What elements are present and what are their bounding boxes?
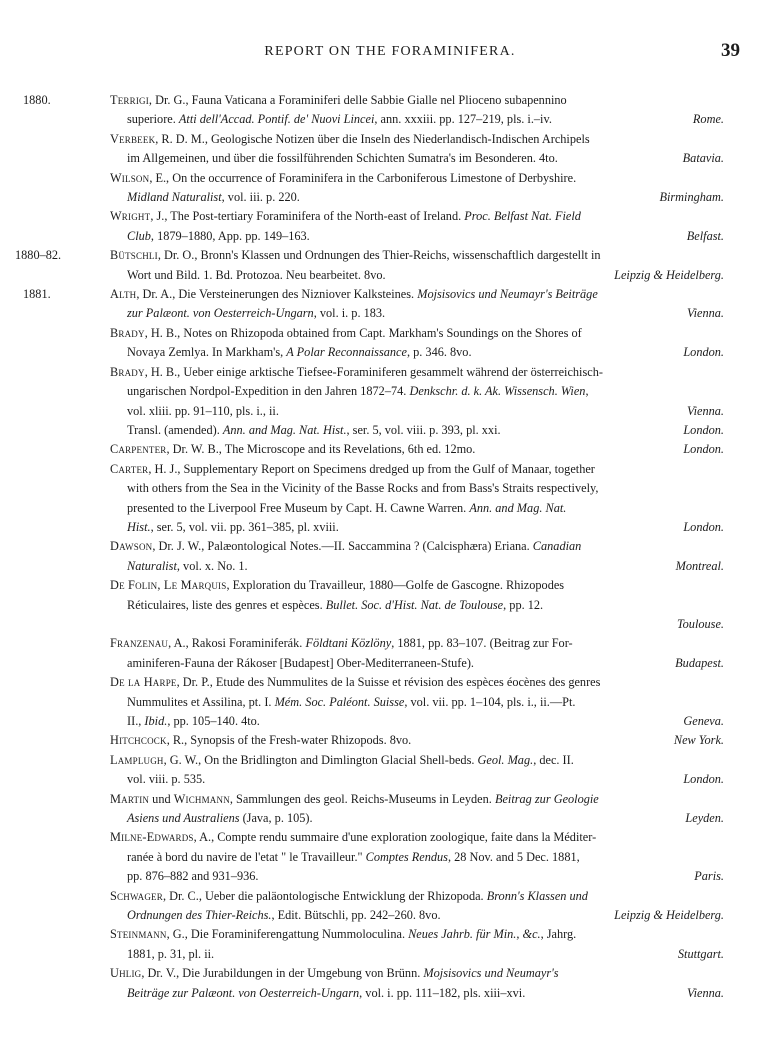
entry-place: Vienna. [687,403,724,418]
entry-place: London. [683,422,724,437]
entry-line: with others from the Sea in the Vicinity of the Basse Rocks and from Bass's Straits respectively, [127,481,599,496]
entry-line: De la Harpe, Dr. P., Etude des Nummulites de la Suisse et révision des espèces éocènes des genres [110,675,601,690]
bibliography-entry [110,130,724,169]
entry-line: Asiens und Australiens (Java, p. 105). Leyden. [110,809,724,828]
entry-place: Leipzig & Heidelberg. [614,908,724,923]
entry-line: Alth, Dr. A., Die Versteinerungen des Nizniover Kalksteines. Mojsisovics und Neumayr's Beiträge [110,287,598,302]
entry-line: Transl. (amended). Ann. and Mag. Nat. Hist., ser. 5, vol. viii. p. 393, pl. xxi. London. [110,421,724,440]
entry-line: Verbeek, R. D. M., Geologische Notizen über die Inseln des Niederlandisch-Indischen Archipels [110,131,590,146]
entry-line: Nummulites et Assilina, pt. I. Mém. Soc. Paléont. Suisse, vol. vii. pp. 1–104, pls. i., ii.—Pt. [127,694,576,709]
bibliography-entry [15,246,724,285]
entry-place: Toulouse. [676,616,724,631]
entry-line: ungarischen Nordpol-Expedition in den Jahren 1872–74. Denkschr. d. k. Ak. Wissensch. Wien, [127,384,589,399]
bibliography-entry [110,363,724,421]
entry-line: Ordnungen des Thier-Reichs., Edit. Bütschli, pp. 242–260. 8vo. Leipzig & Heidelberg. [110,906,724,925]
entry-line: Milne-Edwards, A., Compte rendu summaire d'une exploration zoologique, faite dans la Méditer- [110,830,597,845]
entry-year: 1881. [23,287,51,302]
entry-line: Brady, H. B., Ueber einige arktische Tiefsee-Foraminiferen gesammelt während der österreichisch- [110,364,603,379]
entry-place: Belfast. [686,228,724,243]
entry-line: Carter, H. J., Supplementary Report on Specimens dredged up from the Gulf of Manaar, together [110,461,595,476]
bibliography-entry [110,731,724,750]
entry-line: pp. 876–882 and 931–936. Paris. [110,867,724,886]
entry-place: London. [683,772,724,787]
entry-line: Novaya Zemlya. In Markham's, A Polar Reconnaissance, p. 346. 8vo. London. [110,343,724,362]
bibliography-entry [110,790,724,829]
entry-place: Leyden. [685,811,724,826]
entry-line: Lamplugh, G. W., On the Bridlington and Dimlington Glacial Shell-beds. Geol. Mag., dec. II. [110,752,574,767]
entry-line: De Folin, Le Marquis, Exploration du Travailleur, 1880—Golfe de Gascogne. Rhizopodes [110,578,565,593]
entry-line: vol. xliii. pp. 91–110, pls. i., ii. Vienna. [110,402,724,421]
entry-place: New York. [673,733,724,748]
bibliography-entry [110,460,724,538]
bibliography-entry [110,169,724,208]
entry-line: Wilson, E., On the occurrence of Foraminifera in the Carboniferous Limestone of Derbyshire. [110,170,577,185]
entry-line: superiore. Atti dell'Accad. Pontif. de' Nuovi Lincei, ann. xxxiii. pp. 127–219, pls. i.–iv. Rome. [110,110,724,129]
entry-line: Bütschli, Dr. O., Bronn's Klassen und Ordnungen des Thier-Reichs, wissenschaftlich dargestellt in [110,248,601,263]
entry-place: Rome. [692,112,724,127]
entry-place: Stuttgart. [677,946,724,961]
bibliography-entry [110,964,724,1003]
entry-place: Geneva. [683,714,724,728]
entry-line: vol. viii. p. 535. London. [110,770,724,789]
entry-line: Terrigi, Dr. G., Fauna Vaticana a Foraminiferi delle Sabbie Gialle nel Plioceno subapennino [110,93,567,107]
entry-line: ranée à bord du navire de l'etat " le Travailleur." Comptes Rendus, 28 Nov. and 5 Dec. 1881, [127,849,580,864]
bibliography-entry [110,324,724,363]
bibliography-entry [110,207,724,246]
entry-line: Club, 1879–1880, App. pp. 149–163. Belfast. [110,227,724,246]
entry-place: Paris. [694,869,724,884]
bibliography-entry [110,925,724,964]
bibliography-entry [110,673,724,731]
bibliography-entry [110,421,724,440]
entry-line: Hitchcock, R., Synopsis of the Fresh-water Rhizopods. 8vo. New York. [110,731,724,750]
page-header [40,40,740,64]
entry-place: London. [683,442,724,457]
entry-line: presented to the Liverpool Free Museum by Capt. H. Cawne Warren. Ann. and Mag. Nat. [127,500,567,515]
entry-line: zur Palæont. von Oesterreich-Ungarn, vol. i. p. 183. Vienna. [110,304,724,323]
entry-place: Budapest. [675,655,724,670]
entry-place: London. [683,519,724,534]
entry-line: II., Ibid., pp. 105–140. 4to. Geneva. [110,712,724,731]
entry-line: Hist., ser. 5, vol. vii. pp. 361–385, pl. xviii. London. [110,518,724,537]
entry-line: Wort und Bild. 1. Bd. Protozoa. Neu bearbeitet. 8vo. Leipzig & Heidelberg. [110,266,724,285]
entry-place: Vienna. [687,306,724,321]
entry-line: Naturalist, vol. x. No. 1. Montreal. [110,557,724,576]
entry-line: im Allgemeinen, und über die fossilführenden Schichten Sumatra's im Besonderen. 4to. Batavia. [110,149,724,168]
entry-line: Martin und Wichmann, Sammlungen des geol. Reichs-Museums in Leyden. Beitrag zur Geologie [110,791,599,806]
page-number: 39 [721,40,740,61]
entry-place: Vienna. [687,985,724,1000]
entry-place: Birmingham. [659,190,724,205]
entry-place: Montreal. [675,558,724,573]
entry-line: Brady, H. B., Notes on Rhizopoda obtained from Capt. Markham's Soundings on the Shores of [110,325,582,340]
bibliography-entry [110,440,724,459]
entry-year: 1880–82. [15,248,62,263]
entry-line: Dawson, Dr. J. W., Palæontological Notes.—II. Saccammina ? (Calcisphæra) Eriana. Canadian [110,539,582,554]
entry-line: Wright, J., The Post-tertiary Foraminifera of the North-east of Ireland. Proc. Belfast Nat. Field [110,209,581,224]
entry-place: Batavia. [682,151,724,166]
entry-line: Réticulaires, liste des genres et espèces. Bullet. Soc. d'Hist. Nat. de Toulouse, pp. 12. [127,597,544,612]
entry-place: London. [683,345,724,360]
running-title: REPORT ON THE FORAMINIFERA. [264,44,516,59]
entry-line: aminiferen-Fauna der Rákoser [Budapest] Ober-Mediterraneen-Stufe). Budapest. [110,654,724,673]
entry-line: Uhlig, Dr. V., Die Jurabildungen in der Umgebung von Brünn. Mojsisovics und Neumayr's [110,966,559,981]
bibliography-entry [110,537,724,576]
entry-line: 1881, p. 31, pl. ii. Stuttgart. [110,945,724,964]
entry-line: Steinmann, G., Die Foraminiferengattung Nummoloculina. Neues Jahrb. für Min., &c., Jahrg. [110,927,577,942]
entry-line: Carpenter, Dr. W. B., The Microscope and its Revelations, 6th ed. 12mo. London. [110,440,724,459]
bibliography-entry [110,751,724,790]
bibliography-list [0,91,776,1003]
entry-year: 1880. [23,93,51,107]
bibliography-entry [23,91,724,130]
bibliography-entry [110,634,724,673]
entry-line: Schwager, Dr. C., Ueber die paläontologische Entwicklung der Rhizopoda. Bronn's Klassen und [110,888,588,903]
bibliography-entry [110,576,724,634]
entry-place: Leipzig & Heidelberg. [614,267,724,282]
entry-line: Beiträge zur Palæont. von Oesterreich-Ungarn, vol. i. pp. 111–182, pls. xiii–xvi. Vienna. [110,984,724,1003]
entry-line: Midland Naturalist, vol. iii. p. 220. Birmingham. [110,188,724,207]
bibliography-entry [23,285,724,324]
entry-line: Franzenau, A., Rakosi Foraminiferák. Földtani Közlöny, 1881, pp. 83–107. (Beitrag zur For- [110,636,573,651]
bibliography-entry [110,828,724,886]
bibliography-entry [110,887,724,926]
